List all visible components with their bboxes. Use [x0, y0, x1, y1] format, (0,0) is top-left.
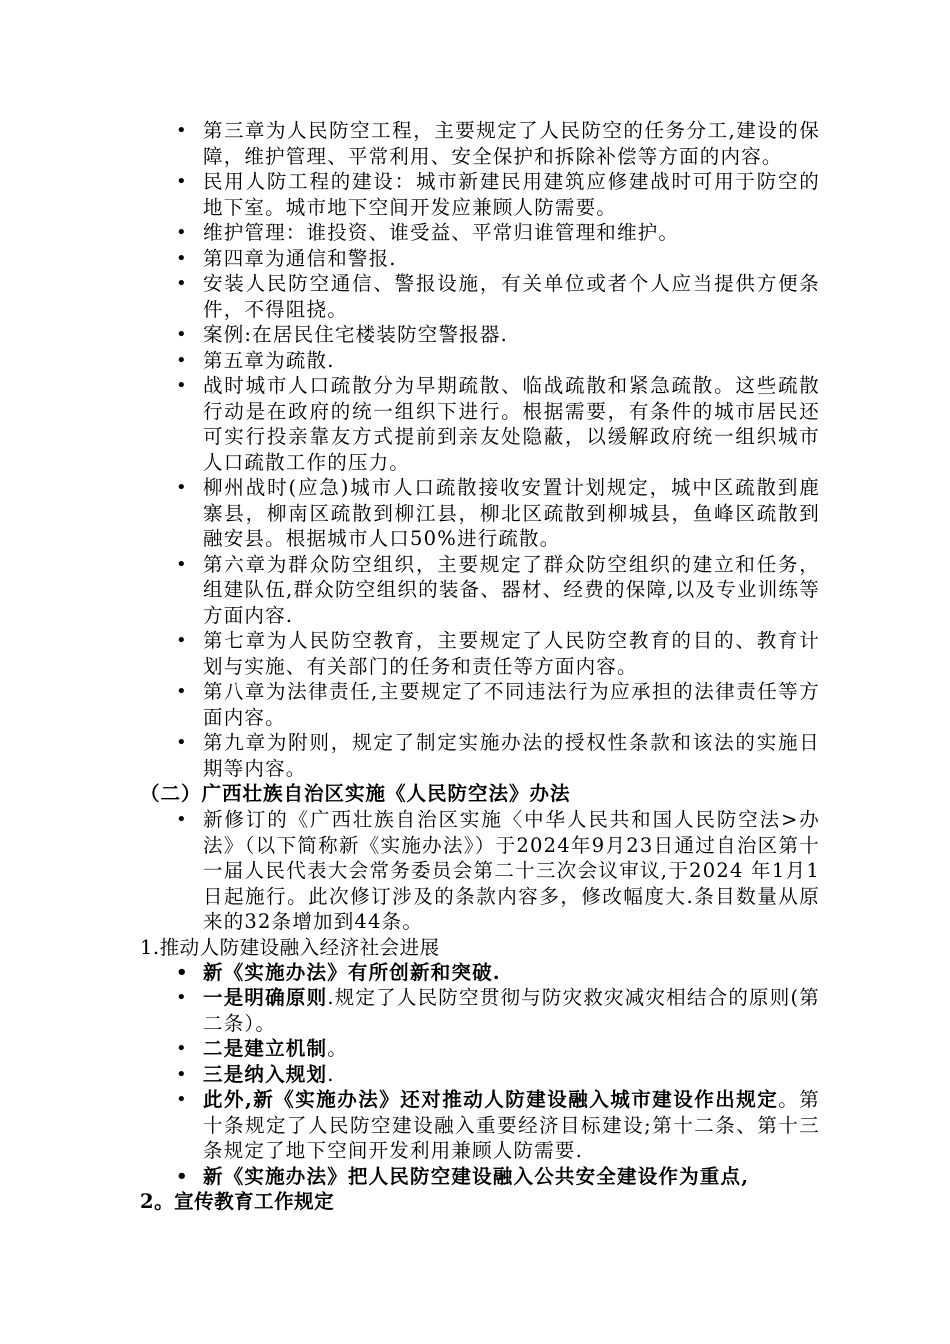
bullet-icon: • [176, 171, 188, 192]
bullet-icon: • [176, 681, 188, 702]
list-item: • 战时城市人口疏散分为早期疏散、临战疏散和紧急疏散。这些疏散行动是在政府的统一组织下进行。根据需要，有条件的城市居民还可实行投亲靠友方式提前到亲友处隐蔽，以缓解政府统一组织城市人口疏散工作的压力。 [176, 374, 820, 474]
bullet-icon: • [176, 1063, 188, 1085]
list-item: • 安装人民防空通信、警报设施，有关单位或者个人应当提供方便条件，不得阻挠。 [176, 272, 820, 321]
section-intro-list [140, 807, 820, 935]
chapter-summary-list [140, 118, 820, 781]
list-item: • 一是明确原则.规定了人民防空贯彻与防灾救灾减灾相结合的原则(第二条）。 [176, 986, 821, 1035]
list-item: • 柳州战时(应急)城市人口疏散接收安置计划规定，城中区疏散到鹿寨县，柳南区疏散到柳江县，柳北区疏散到柳城县，鱼峰区疏散到融安县。根据城市人口50%进行疏散。 [176, 476, 820, 550]
list-item: • 新《实施办法》有所创新和突破. [176, 960, 501, 984]
list-item: • 第六章为群众防空组织，主要规定了群众防空组织的建立和任务，组建队伍,群众防空组织的装备、器材、经费的保障,以及专业训练等方面内容. [176, 552, 820, 627]
bullet-icon: • [176, 324, 188, 345]
list-item: • 第八章为法律责任,主要规定了不同违法行为应承担的法律责任等方面内容。 [176, 680, 820, 729]
bullet-icon: • [176, 1165, 189, 1187]
section-heading: （二）广西壮族自治区实施《人民防空法》办法 [140, 782, 571, 805]
bullet-icon: • [176, 809, 188, 830]
bullet-icon: • [176, 630, 188, 651]
list-item: • 第三章为人民防空工程，主要规定了人民防空的任务分工,建设的保障，维护管理、平常利用、安全保护和拆除补偿等方面的内容。 [176, 119, 820, 168]
subsection-title: 1.推动人防建设融入经济社会进展 [140, 935, 440, 959]
bullet-icon: • [176, 961, 189, 983]
list-item: • 新修订的《广西壮族自治区实施〈中华人民共和国人民防空法>办法》（以下简称新《实施办法》）于2024年9月23日通过自治区第十一届人民代表大会常务委员会第二十三次会议审议,于2024 年1月1日起施行。此次修订涉及的条款内容多，修改幅度大.条目数量从原来的32条增加到44条。 [176, 808, 820, 933]
list-item: • 第五章为疏散. [176, 348, 335, 372]
bullet-icon: • [176, 732, 188, 753]
subsection-list [140, 960, 820, 1190]
bullet-icon: • [176, 273, 188, 294]
list-item: • 第四章为通信和警报. [176, 246, 397, 270]
list-item: • 二是建立机制。 [176, 1037, 348, 1060]
list-item: • 第九章为附则，规定了制定实施办法的授权性条款和该法的实施日期等内容。 [176, 731, 820, 780]
bullet-icon: • [176, 1089, 188, 1110]
bullet-icon: • [176, 247, 188, 269]
bullet-icon: • [176, 1038, 188, 1059]
subsection-title: 2。宣传教育工作规定 [140, 1190, 335, 1213]
list-item: • 第七章为人民防空教育，主要规定了人民防空教育的目的、教育计划与实施、有关部门的任务和责任等方面内容。 [176, 629, 820, 678]
list-item: • 案例:在居民住宅楼装防空警报器. [176, 323, 508, 346]
bullet-icon: • [176, 987, 188, 1008]
bullet-icon: • [176, 477, 188, 498]
list-item: • 维护管理：谁投资、谁受益、平常归谁管理和维护。 [176, 221, 680, 244]
bullet-icon: • [176, 120, 188, 141]
document-body [140, 118, 820, 1214]
bullet-icon: • [176, 553, 188, 575]
bullet-icon: • [176, 222, 188, 243]
list-item: • 三是纳入规划. [176, 1062, 335, 1086]
list-item: • 新《实施办法》把人民防空建设融入公共安全建设作为重点, [176, 1164, 750, 1188]
list-item: • 此外,新《实施办法》还对推动人防建设融入城市建设作出规定。第十条规定了人民防空建设融入重要经济目标建设;第十二条、第十三条规定了地下空间开发利用兼顾人防需要. [176, 1088, 820, 1162]
list-item: • 民用人防工程的建设：城市新建民用建筑应修建战时可用于防空的地下室。城市地下空间开发应兼顾人防需要。 [176, 170, 820, 219]
bullet-icon: • [176, 375, 188, 396]
bullet-icon: • [176, 349, 188, 371]
